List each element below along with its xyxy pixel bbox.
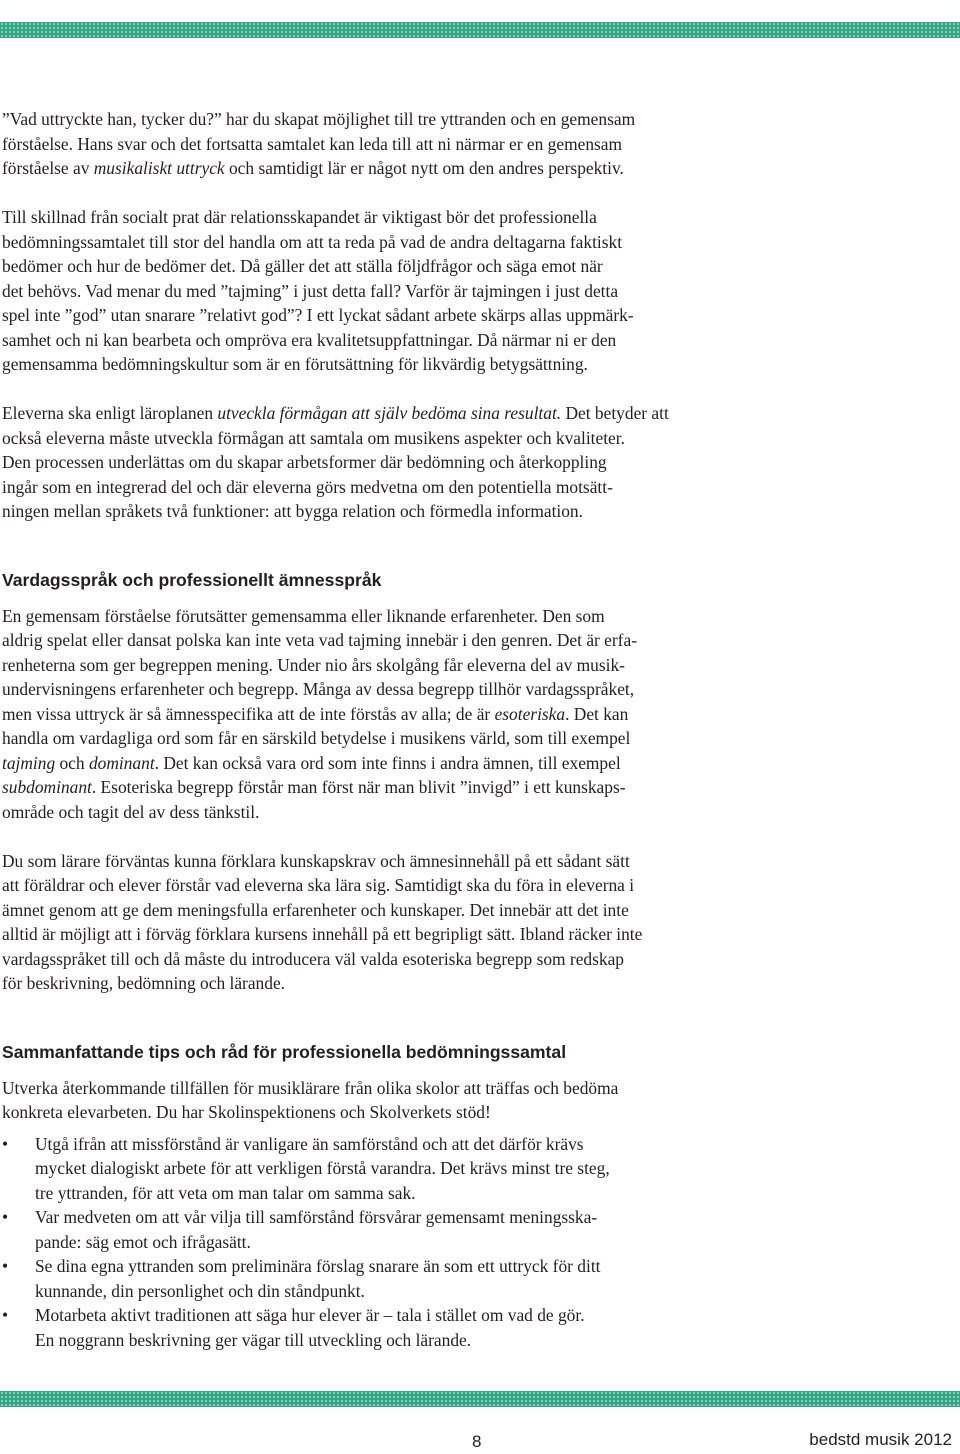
- text-line: Motarbeta aktivt traditionen att säga hur elever är – tala i stället om vad de gör.: [35, 1305, 585, 1325]
- text-line: mycket dialogiskt arbete för att verkligen förstå varandra. Det krävs minst tre steg,: [35, 1158, 610, 1178]
- text-line: Utverka återkommande tillfällen för musiklärare från olika skolor att träffas och bedöma: [2, 1077, 619, 1098]
- text-line: spel inte ”god” utan snarare ”relativt god”? I ett lyckat sådant arbete skärps allas uppmärk-: [2, 305, 634, 325]
- text-line: vardagsspråket till och då måste du introducera väl valda esoteriska begrepp som redskap: [2, 948, 624, 969]
- bullet-icon: •: [2, 1305, 9, 1325]
- text-line: ”Vad uttryckte han, tycker du?” har du skapat möjlighet till tre yttranden och en gemensam: [2, 109, 636, 129]
- text-line: tre yttranden, för att veta om man talar om samma sak.: [35, 1182, 416, 1203]
- text-fragment: och: [55, 752, 89, 773]
- emphasis-text: dominant: [88, 752, 155, 773]
- text-line: En noggrann beskrivning ger vägar till utveckling och lärande.: [35, 1329, 472, 1350]
- text-line: Du som lärare förväntas kunna förklara kunskapskrav och ämnesinnehåll på ett sådant sätt: [2, 850, 630, 871]
- bullet-icon: •: [2, 1207, 9, 1227]
- text-fragment: förståelse av: [2, 158, 94, 178]
- list-item: [2, 1132, 732, 1206]
- paragraph-shared-understanding: [2, 604, 732, 825]
- paragraph-intro: [2, 107, 732, 181]
- text-line: renheterna som ger begreppen mening. Under nio års skolgång får eleverna del av musik-: [2, 654, 625, 675]
- text-line: Var medveten om att vår vilja till samförstånd försvårar gemensamt meningsska-: [35, 1207, 598, 1227]
- page-number: 8: [472, 1432, 482, 1451]
- text-line: för beskrivning, bedömning och lärande.: [2, 973, 286, 993]
- text-line: ämnet genom att ge dem meningsfulla erfarenheter och kunskaper. Det innebär att det inte: [2, 899, 629, 920]
- text-fragment: men vissa uttryck är så ämnesspecifika att de inte förstås av alla; de är: [2, 703, 495, 724]
- bullet-icon: •: [2, 1133, 9, 1154]
- page-content: [2, 107, 732, 1352]
- text-line: det behövs. Vad menar du med ”tajming” i just detta fall? Varför är tajmingen i just detta: [2, 280, 619, 301]
- paragraph-tips-intro: [2, 1076, 732, 1125]
- text-fragment: . Esoteriska begrepp förstår man först när man blivit ”invigd” i ett kunskaps-: [91, 777, 626, 797]
- paragraph-curriculum: [2, 401, 732, 524]
- text-line: Den processen underlättas om du skapar arbetsformer där bedömning och återkoppling: [2, 452, 607, 472]
- text-line: förståelse. Hans svar och det fortsatta samtalet kan leda till att ni närmar er en gemensam: [2, 133, 623, 154]
- emphasis-text: musikaliskt uttryck: [93, 158, 225, 178]
- emphasis-text: utveckla förmågan att själv bedöma sina resultat.: [217, 403, 562, 423]
- text-line: ningen mellan språkets två funktioner: att bygga relation och förmedla information.: [2, 501, 583, 521]
- text-line: undervisningens erfarenheter och begrepp. Många av dessa begrepp tillhör vardagsspråket,: [2, 679, 635, 699]
- text-line: bedömningssamtalet till stor del handla om att ta reda på vad de andra deltagarna faktiskt: [2, 231, 623, 252]
- text-line: att föräldrar och elever förstår vad eleverna ska lära sig. Samtidigt ska du föra in eleverna i: [2, 875, 635, 895]
- text-line: En gemensam förståelse förutsätter gemensamma eller liknande erfarenheter. Den som: [2, 605, 605, 626]
- text-line: aldrig spelat eller dansat polska kan inte veta vad tajming innebär i den genren. Det är erfa-: [2, 630, 637, 650]
- text-line: handla om vardagliga ord som får en särskild betydelse i musikens värld, som till exempel: [2, 728, 631, 748]
- text-line: Till skillnad från socialt prat där relationsskapandet är viktigast bör det professionella: [2, 207, 597, 227]
- text-fragment: . Det kan: [565, 703, 629, 724]
- paragraph-professional-talk: [2, 205, 732, 377]
- footer-publication: bedstd musik 2012: [809, 1430, 952, 1449]
- text-line: område och tagit del av dess tänkstil.: [2, 801, 260, 822]
- text-line: också eleverna måste utveckla förmågan att samtala om musikens aspekter och kvaliteter.: [2, 427, 625, 448]
- section-heading-tips: Sammanfattande tips och råd för professionella bedömningssamtal: [2, 1041, 567, 1062]
- text-line: bedömer och hur de bedömer det. Då gäller det att ställa följdfrågor och säga emot när: [2, 256, 603, 276]
- list-item: [2, 1254, 732, 1303]
- text-line: Se dina egna yttranden som preliminära förslag snarare än som ett uttryck för ditt: [35, 1256, 601, 1276]
- text-line: pande: säg emot och ifrågasätt.: [35, 1231, 251, 1252]
- tips-list: [2, 1132, 732, 1353]
- section-heading-vardagssprak: Vardagsspråk och professionellt ämnesspråk: [2, 569, 382, 590]
- text-line: ingår som en integrerad del och där eleverna görs medvetna om den potentiella motsätt-: [2, 476, 613, 497]
- top-decorative-band: [0, 22, 960, 38]
- emphasis-text: tajming: [2, 752, 56, 773]
- text-line: konkreta elevarbeten. Du har Skolinspektionens och Skolverkets stöd!: [2, 1102, 491, 1122]
- text-fragment: Det betyder att: [561, 403, 669, 423]
- bullet-icon: •: [2, 1256, 9, 1276]
- text-line: Utgå ifrån att missförstånd är vanligare än samförstånd och att det därför krävs: [35, 1133, 584, 1154]
- text-line: alltid är möjligt att i förväg förklara kursens innehåll på ett begripligt sätt. Ibland räcker inte: [2, 924, 643, 944]
- list-item: [2, 1205, 732, 1254]
- bottom-decorative-band: [0, 1391, 960, 1407]
- text-line: kunnande, din personlighet och din ståndpunkt.: [35, 1280, 365, 1301]
- emphasis-text: esoteriska: [494, 703, 566, 724]
- emphasis-text: subdominant: [2, 777, 92, 797]
- list-item: [2, 1303, 732, 1352]
- text-fragment: och samtidigt lär er något nytt om den andres perspektiv.: [224, 158, 624, 178]
- text-fragment: Eleverna ska enligt läroplanen: [2, 403, 218, 423]
- paragraph-teacher-expectations: [2, 849, 732, 996]
- text-line: gemensamma bedömningskultur som är en förutsättning för likvärdig betygsättning.: [2, 354, 588, 374]
- text-fragment: . Det kan också vara ord som inte finns i andra ämnen, till exempel: [154, 752, 621, 773]
- text-line: samhet och ni kan bearbeta och ompröva era kvalitetsuppfattningar. Då närmar ni er den: [2, 329, 617, 350]
